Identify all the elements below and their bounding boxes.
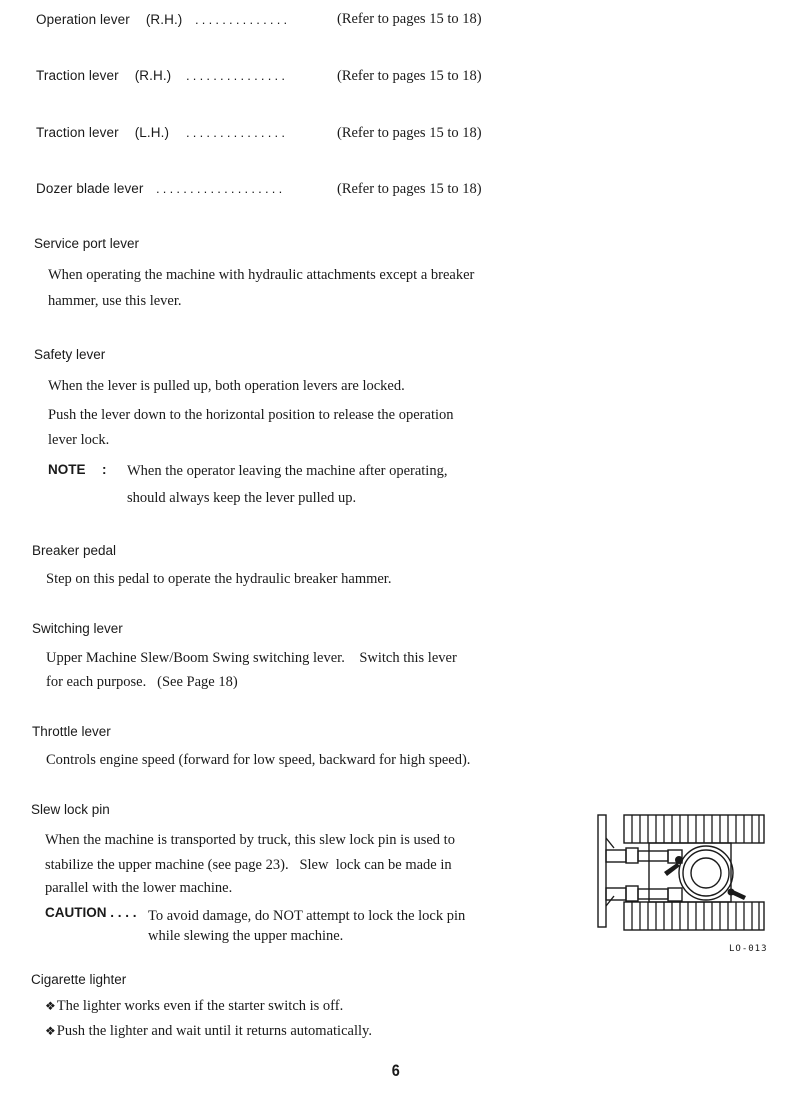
body-text: When operating the machine with hydraulic attachments except a breaker bbox=[48, 267, 475, 283]
body-text: Push the lever down to the horizontal position to release the operation bbox=[48, 407, 454, 423]
section-heading-service-port-lever: Service port lever bbox=[34, 236, 140, 251]
body-text: parallel with the lower machine. bbox=[45, 880, 233, 896]
caution-text: while slewing the upper machine. bbox=[148, 928, 344, 944]
leader-dots: ................... bbox=[156, 181, 286, 196]
leader-dots: ............... bbox=[186, 68, 289, 83]
body-text: for each purpose. (See Page 18) bbox=[46, 674, 238, 690]
reference-label: Traction lever bbox=[36, 68, 119, 83]
page-number: 6 bbox=[391, 1061, 400, 1080]
section-heading-throttle-lever: Throttle lever bbox=[32, 724, 111, 739]
section-heading-slew-lock-pin: Slew lock pin bbox=[31, 802, 110, 817]
reference-row-operation-lever bbox=[36, 11, 182, 29]
figure-code: LO-013 bbox=[729, 944, 768, 954]
section-heading-cigarette-lighter: Cigarette lighter bbox=[31, 972, 127, 987]
slew-lock-diagram-icon bbox=[594, 810, 769, 935]
reference-row-dozer-blade-lever bbox=[36, 180, 144, 198]
section-heading-switching-lever: Switching lever bbox=[32, 621, 123, 636]
page-reference: (Refer to pages 15 to 18) bbox=[337, 125, 482, 141]
reference-label: Operation lever bbox=[36, 12, 130, 27]
section-heading-safety-lever: Safety lever bbox=[34, 347, 106, 362]
body-text: Controls engine speed (forward for low speed, backward for high speed). bbox=[46, 752, 471, 768]
leader-dots: .............. bbox=[195, 12, 291, 27]
body-text: lever lock. bbox=[48, 432, 110, 448]
page-reference: (Refer to pages 15 to 18) bbox=[337, 11, 482, 27]
reference-row-traction-lever-rh bbox=[36, 67, 171, 85]
body-text: When the machine is transported by truck, this slew lock pin is used to bbox=[45, 832, 455, 848]
body-text: stabilize the upper machine (see page 23). Slew lock can be made in bbox=[45, 857, 452, 873]
bullet-item: ❖Push the lighter and wait until it returns automatically. bbox=[45, 1023, 372, 1039]
caution-text: To avoid damage, do NOT attempt to lock the lock pin bbox=[148, 908, 466, 924]
caution-label: CAUTION . . . . bbox=[45, 905, 137, 920]
reference-label: Dozer blade lever bbox=[36, 181, 144, 196]
bullet-item: ❖The lighter works even if the starter switch is off. bbox=[45, 998, 344, 1014]
diamond-bullet-icon: ❖ bbox=[45, 1024, 56, 1038]
page-reference: (Refer to pages 15 to 18) bbox=[337, 68, 482, 84]
reference-side: (L.H.) bbox=[134, 125, 170, 140]
body-text: hammer, use this lever. bbox=[48, 293, 182, 309]
note-text: should always keep the lever pulled up. bbox=[127, 490, 357, 506]
section-heading-breaker-pedal: Breaker pedal bbox=[32, 543, 117, 558]
body-text: Upper Machine Slew/Boom Swing switching lever. Switch this lever bbox=[46, 650, 457, 666]
body-text: Step on this pedal to operate the hydraulic breaker hammer. bbox=[46, 571, 392, 587]
page-reference: (Refer to pages 15 to 18) bbox=[337, 181, 482, 197]
note-text: When the operator leaving the machine after operating, bbox=[127, 463, 448, 479]
diamond-bullet-icon: ❖ bbox=[45, 999, 56, 1013]
note-colon: : bbox=[102, 462, 107, 477]
body-text: When the lever is pulled up, both operation levers are locked. bbox=[48, 378, 405, 394]
note-label: NOTE bbox=[48, 462, 86, 477]
reference-side: (R.H.) bbox=[145, 12, 183, 27]
reference-side: (R.H.) bbox=[134, 68, 172, 83]
leader-dots: ............... bbox=[186, 125, 289, 140]
reference-label: Traction lever bbox=[36, 125, 119, 140]
reference-row-traction-lever-lh bbox=[36, 124, 169, 142]
